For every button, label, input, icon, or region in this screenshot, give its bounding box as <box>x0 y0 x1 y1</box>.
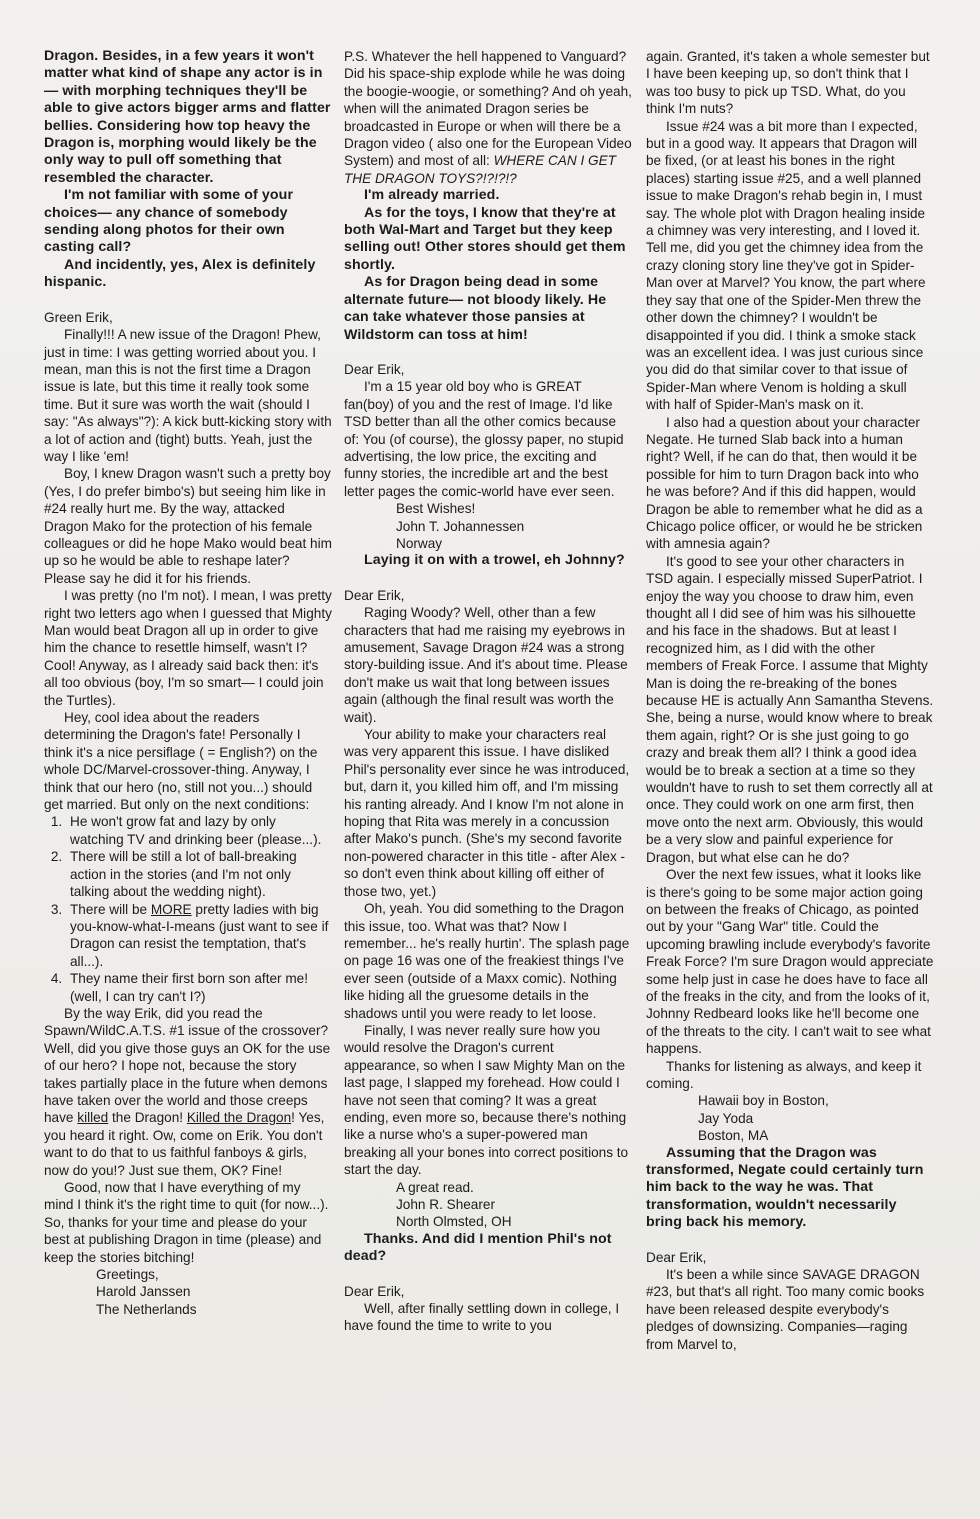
letter-paragraph: Hey, cool idea about the readers determining the Dragon's fate! Personally I think it's a nice persiflage ( = English?) on the whole DC/Marvel-crossover-thing. Anyway, I think that our hero (no, still not you...) should get married. But only on the next conditions: <box>44 710 318 813</box>
list-item: 3. There will be MORE pretty ladies with big you-know-what-I-means (just want to see if Dragon can resist the temptation, that's all...). <box>66 901 332 971</box>
letters-column-3 <box>646 48 934 1353</box>
letter-paragraph: Boy, I knew Dragon wasn't such a pretty boy (Yes, I do prefer bimbo's) but seeing him like in #24 really hurt me. By the way, attacked Dragon Mako for the protection of his female colleagues or did he hope Mako would beat him up so he would be able to reshape later? Please say he did it for his friends. <box>44 466 332 586</box>
letter-salutation: Green Erik, <box>44 309 113 325</box>
editor-reply: I'm not familiar with some of your choices— any chance of somebody sending along photos for their own casting call? <box>44 187 294 256</box>
letter-paragraph: By the way Erik, did you read the Spawn/WildC.A.T.S. #1 issue of the crossover? Well, did you give those guys an OK for the use of our hero? I hope not, because the story takes partially place in the future when demons have taken over the world and those creeps have killed the Dragon! Killed the Dragon! Yes, you heard it right. Ow, come on Erik. You don't want to do that to us faithful fanboys & girls, now do you!? Just sue them, OK? Fine! <box>44 1005 331 1178</box>
letter-signature: A great read. John R. Shearer North Olmsted, OH <box>396 1179 512 1230</box>
letter-paragraph: It's been a while since SAVAGE DRAGON #23, but that's all right. Too many comic books have been released despite everybody's pledges of downsizing. Companies—raging from Marvel to, <box>646 1267 925 1352</box>
letter-signature: Best Wishes! John T. Johannessen Norway <box>396 501 525 551</box>
editor-reply: I'm already married. <box>364 187 500 204</box>
editor-reply: Dragon. Besides, in a few years it won't matter what kind of shape any actor is in— with morphing techniques they'll be able to give actors bigger arms and flatter bellies. Considering how top heavy the Dragon is, morphing would likely be the only way to pull off something that resembled the character. <box>44 48 331 186</box>
letter-salutation: Dear Erik, <box>646 1249 707 1265</box>
letter-salutation: Dear Erik, <box>344 587 405 603</box>
letter-paragraph: Finally, I was never really sure how you would resolve the Dragon's current appearance, so when I saw Mighty Man on the last page, I slapped my forehead. How could I have not seen that coming? It was a great ending, even more so, because there's nothing like a nurse who's a super-powered man breaking all your bones into correct positions to start the day. <box>344 1022 629 1178</box>
list-item: 4. They name their first born son after me! (well, I can try can't I?) <box>66 970 332 1005</box>
editor-reply: Assuming that the Dragon was transformed, Negate could certainly turn him back to the way he was. That transformation, wouldn't necessarily bring back his memory. <box>646 1144 924 1231</box>
letter-paragraph: Oh, yeah. You did something to the Dragon this issue, too. What was that? Now I remember... he's really hurtin'. The splash page on page 16 was one of the freakiest things I've ever seen (outside of a Maxx comic). Nothing like hiding all the gruesome details in the shadows until you were ready to let loose. <box>344 901 630 1021</box>
letter-signature: Greetings, Harold Janssen The Netherlands <box>96 1267 197 1317</box>
letter-paragraph: Well, after finally settling down in college, I have found the time to write to you <box>344 1301 620 1334</box>
list-item: 1. He won't grow fat and lazy by only watching TV and drinking beer (please...). <box>66 813 332 848</box>
letters-column-1 <box>44 48 332 1318</box>
editor-reply: As for Dragon being dead in some alternate future— not bloody likely. He can take whatever those pansies at Wildstorm can toss at him! <box>344 274 607 343</box>
letter-salutation: Dear Erik, <box>344 1283 405 1299</box>
letter-paragraph: Over the next few issues, what it looks like is there's going to be some major action going on between the freaks of Chicago, as pointed out by your "Gang War" title. Could the upcoming brawling include everybody's favorite Freak Force? I'm sure Dragon would appreciate some help just in case he does have to face all of the freaks in the city, and from the looks of it, Johnny Redbeard looks like he'll become one of the threats to the city. I can't wait to see what happens. <box>646 867 934 1057</box>
letter-paragraph: again. Granted, it's taken a whole semester but I have been keeping up, so don't think that I was too busy to pick up TSD. What, do you think I'm nuts? <box>646 49 930 117</box>
editor-reply: As for the toys, I know that they're at both Wal-Mart and Target but they keep selling out! Other stores should get them shortly. <box>344 204 626 273</box>
letter-paragraph: Finally!!! A new issue of the Dragon! Phew, just in time: I was getting worried about you. I mean, man this is not the first time a Dragon issue is late, but this time it really took some time. But it sure was worth the wait (should I say: "As always"?): A kick butt-kicking story with a lot of action and (tight) butts. Yeah, just the way I like 'em! <box>44 327 332 464</box>
letter-paragraph: Issue #24 was a bit more than I expected, but in a good way. It appears that Dragon will be fixed, (or at least his bones in the right places) starting issue #25, and a well planned issue to make Dragon's rehab begin in, I must say. The whole plot with Dragon healing inside a chimney was very interesting, and I loved it. Tell me, did you get the chimney idea from the crazy cloning story line they've got in Spider-Man over at Marvel? You know, the part where they say that one of the Spider-Men threw the other down the chimney? I wouldn't be disappointed if you did. I think a smoke stack was an excellent idea. I was just curious since you did do that similar cover to that issue of Spider-Man where Venom is holding a skull with half of Spider-Man's mask on it. <box>646 118 926 413</box>
letter-paragraph: Thanks for listening as always, and keep it coming. <box>646 1058 922 1091</box>
letter-paragraph: I also had a question about your character Negate. He turned Slab back into a human right? Well, if he can do that, then would it be possible for him to turn Dragon back into who he was before? And if this did happen, would Dragon be able to remember what he did as a Chicago police officer, or would he be stricken with amnesia again? <box>646 414 923 552</box>
letter-signature: Hawaii boy in Boston, Jay Yoda Boston, MA <box>698 1093 829 1144</box>
letter-paragraph: Good, now that I have everything of my mind I think it's the right time to quit (for now...). So, thanks for your time and please do your best at publishing Dragon in time (please) and keep the stories bitching! <box>44 1180 329 1265</box>
letter-paragraph: Your ability to make your characters real was very apparent this issue. I have disliked Phil's personality ever since he was introduced, but, darn it, you killed him off, and I'm missing his ranting already. And I know I'm not alone in hoping that Rita was merely in a concussion after Mako's punch. (She's my second favorite non-powered character in this title - after Alex - so don't even think about killing off either of those two, yet.) <box>344 727 630 899</box>
letter-salutation: Dear Erik, <box>344 361 405 377</box>
letter-paragraph: Raging Woody? Well, other than a few characters that had me raising my eyebrows in amusement, Savage Dragon #24 was a strong story-building issue. And it's about time. Please don't make us wait that long between issues again (although the final result was worth the wait). <box>344 605 628 725</box>
editor-reply: Laying it on with a trowel, eh Johnny? <box>364 552 625 569</box>
letter-paragraph: I'm a 15 year old boy who is GREAT fan(boy) of you and the rest of Image. I'd like TSD better than all the other comics because of: You (of course), the glossy paper, no stupid advertising, the low price, the exciting and funny stories, the incredible art and the best letter pages the comic-world have ever seen. <box>344 379 624 499</box>
letter-paragraph: I was pretty (no I'm not). I mean, I was pretty right two letters ago when I guessed that Mighty Man would beat Dragon all up in order to give him the chance to resettle himself, wasn't I? Cool! Anyway, as I already said back then: it's all too obvious (boy, I'm so smart— I could join the Turtles). <box>44 588 332 708</box>
letters-column-2 <box>344 48 632 1335</box>
letter-paragraph: It's good to see your other characters in TSD again. I especially missed SuperPatriot. I enjoy the way you choose to draw him, even thought all I did see of him was his silhouette and his face in the shadows. But at least I recognized him, as I did with the other members of Freak Force. I assume that Mighty Man is doing the re-breaking of the bones because HE is actually Ann Samantha Stevens. She, being a nurse, would know where to break them again, right? Or is she just going to go crazy and break them all? I think a good idea would be to break a section at a time so they wouldn't have to rush to set them correctly all at once. They could work on one arm first, then move onto the next arm. Obviously, this would be a very slow and painful experience for Dragon, but what else can he do? <box>646 553 934 865</box>
list-item: 2. There will be still a lot of ball-breaking action in the stories (and I'm not only talking about the wedding night). <box>66 848 332 900</box>
editor-reply: Thanks. And did I mention Phil's not dead? <box>344 1230 612 1265</box>
editor-reply: And incidently, yes, Alex is definitely hispanic. <box>44 256 316 291</box>
conditions-list <box>44 813 332 1004</box>
letter-postscript: P.S. Whatever the hell happened to Vanguard? Did his space-ship explode while he was doing the boogie-woogie, or something? And oh yeah, when will the animated Dragon series be broadcasted in Europe or when will there be a Dragon video ( also one for the European Video System) and most of all: WHERE CAN I GET THE DRAGON TOYS?!?!?!? <box>344 49 632 186</box>
